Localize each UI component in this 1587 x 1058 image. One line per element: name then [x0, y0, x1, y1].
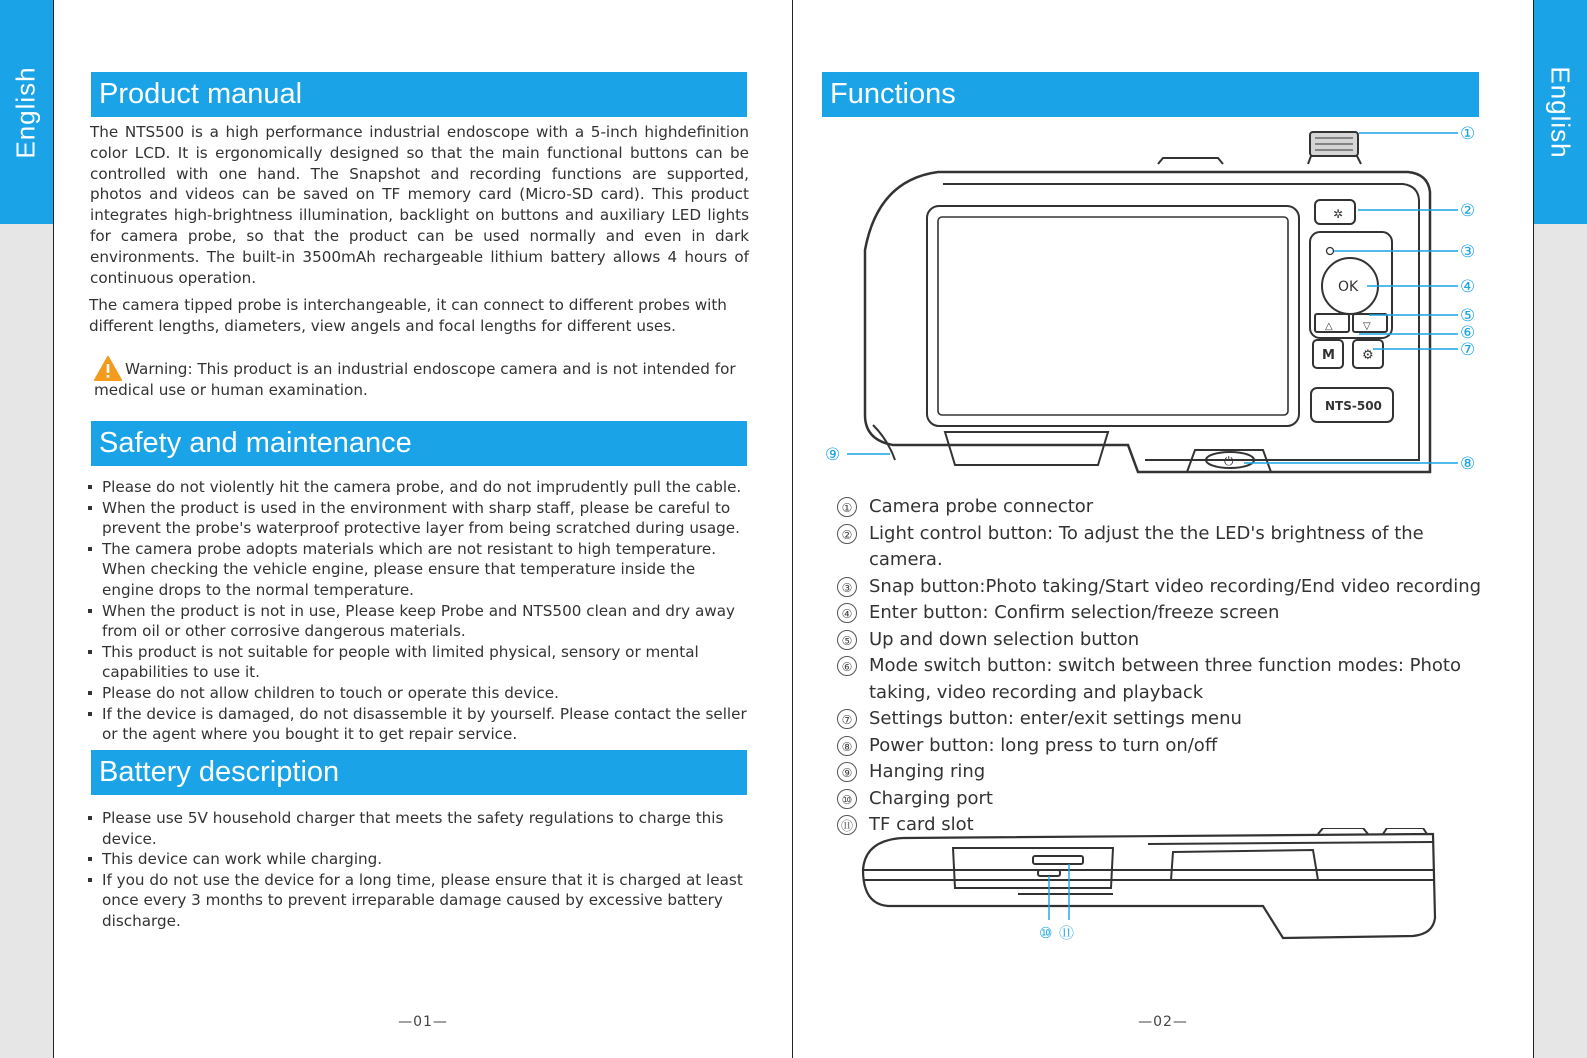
list-item: Please use 5V household charger that meets the safety regulations to charge this device. [87, 808, 751, 849]
list-item: This product is not suitable for people with limited physical, sensory or mental capabilities to use it. [87, 642, 747, 683]
list-number: ⑦ [837, 709, 857, 729]
language-tab-right-label: English [1546, 65, 1576, 159]
list-item [837, 574, 1497, 601]
callout-6: ⑥ [1460, 323, 1476, 343]
list-text: Hanging ring [869, 761, 986, 782]
callout-10: ⑩ [1039, 924, 1053, 942]
list-text: TF card slot [869, 814, 974, 835]
list-number: ① [837, 497, 857, 517]
list-number: ⑩ [837, 789, 857, 809]
list-text: Enter button: Confirm selection/freeze screen [869, 602, 1280, 623]
ok-label: OK [1338, 279, 1359, 295]
language-tab-right [1534, 0, 1587, 224]
callout-1: ① [1460, 124, 1476, 144]
svg-text:▽: ▽ [1363, 321, 1371, 332]
functions-title: Functions [830, 78, 956, 110]
device-side-body [863, 834, 1435, 938]
list-item [837, 494, 1497, 521]
list-item [837, 600, 1497, 627]
list-item [837, 521, 1497, 574]
tf-card-slot [1033, 856, 1083, 864]
list-item: The camera probe adopts materials which are not resistant to high temperature. When checking the vehicle engine, please ensure that temperature inside the engine drops to the normal temperature. [87, 539, 747, 601]
list-item: When the product is used in the environment with sharp staff, please be careful to prevent the probe's waterproof protective layer from being scratched during usage. [87, 498, 747, 539]
warning-block [94, 355, 750, 397]
list-item: If you do not use the device for a long time, please ensure that it is charged at least once every 3 months to prevent irreparable damage caused by excessive battery discharge. [87, 870, 751, 932]
page-number-right: —02— [1138, 1014, 1188, 1030]
battery-list [87, 808, 751, 932]
charging-port [1038, 870, 1060, 876]
m-label: M [1322, 348, 1335, 363]
product-manual-title: Product manual [99, 78, 303, 110]
list-number: ② [837, 524, 857, 544]
list-text: Mode switch button: switch between three function modes: Photo taking, video recording and playback [869, 655, 1461, 703]
product-manual-heading [91, 72, 747, 117]
svg-text:⚙: ⚙ [1362, 348, 1374, 363]
page-right [793, 0, 1534, 1058]
list-item [837, 653, 1497, 706]
page-number-left: —01— [398, 1014, 448, 1030]
svg-text:✲: ✲ [1333, 207, 1344, 221]
language-tab-left-label: English [11, 65, 41, 159]
device-side-diagram [793, 828, 1534, 948]
callout-2: ② [1460, 201, 1476, 221]
list-number: ⑪ [837, 815, 857, 835]
list-item: Please do not allow children to touch or operate this device. [87, 683, 747, 704]
safety-heading [91, 421, 747, 466]
page-left [53, 0, 793, 1058]
intro-paragraph: The NTS500 is a high performance industrial endoscope with a 5-inch highdefinition color LCD. It is ergonomically designed so that the main functional buttons can be controlled with one hand. The Snapshot and recording functions are supported, photos and videos can be saved on TF memory card (Micro-SD card). This product integrates high-brightness illumination, backlight on buttons and auxiliary LED lights for camera probe, so that the product can be used normally and even in dark environments. The built-in 3500mAh rechargeable lithium battery allows 4 hours of continuous operation. [90, 123, 749, 287]
list-item [837, 706, 1497, 733]
list-number: ⑤ [837, 630, 857, 650]
model-label: NTS-500 [1325, 399, 1382, 413]
list-text: Camera probe connector [869, 496, 1094, 517]
list-item: When the product is not in use, Please keep Probe and NTS500 clean and dry away from oil or other corrosive dangerous materials. [87, 601, 747, 642]
list-item: Please do not violently hit the camera probe, and do not imprudently pull the cable. [87, 477, 747, 498]
callout-9: ⑨ [825, 445, 841, 465]
list-item [837, 733, 1497, 760]
svg-text:△: △ [1325, 321, 1333, 332]
language-tab-left [0, 0, 53, 224]
list-text: Light control button: To adjust the the LED's brightness of the camera. [869, 522, 1424, 570]
list-item: This device can work while charging. [87, 849, 751, 870]
list-number: ④ [837, 603, 857, 623]
battery-title: Battery description [99, 756, 340, 788]
functions-heading [822, 72, 1479, 117]
callout-5: ⑤ [1460, 306, 1476, 326]
battery-heading [91, 750, 747, 795]
callout-8: ⑧ [1460, 454, 1476, 474]
list-number: ⑧ [837, 736, 857, 756]
list-number: ⑥ [837, 656, 857, 676]
safety-list [87, 477, 747, 745]
callout-7: ⑦ [1460, 340, 1476, 360]
device-front-diagram [793, 120, 1534, 490]
list-number: ⑨ [837, 762, 857, 782]
list-text: Snap button:Photo taking/Start video recording/End video recording [869, 575, 1482, 597]
list-item [837, 759, 1497, 786]
list-text: Power button: long press to turn on/off [869, 734, 1218, 756]
list-text: Settings button: enter/exit settings menu [869, 708, 1242, 729]
list-number: ③ [837, 577, 857, 597]
screen-bezel [927, 206, 1299, 426]
safety-title: Safety and maintenance [99, 427, 412, 459]
function-list [837, 494, 1497, 839]
list-item [837, 627, 1497, 654]
callout-3: ③ [1460, 242, 1476, 262]
list-item [837, 786, 1497, 813]
callout-11: ⑪ [1059, 924, 1075, 942]
list-item: If the device is damaged, do not disassemble it by yourself. Please contact the seller or the agent where you bought it to get repair service. [87, 704, 747, 745]
callout-4: ④ [1460, 277, 1476, 297]
screen [938, 217, 1288, 415]
list-text: Charging port [869, 787, 993, 809]
warning-text: Warning: This product is an industrial endoscope camera and is not intended for medical use or human examination. [94, 360, 736, 399]
list-text: Up and down selection button [869, 628, 1140, 650]
probe-paragraph: The camera tipped probe is interchangeable, it can connect to different probes with different lengths, diameters, view angels and focal lengths for different uses. [89, 296, 727, 335]
svg-text:⏻: ⏻ [1224, 454, 1234, 468]
